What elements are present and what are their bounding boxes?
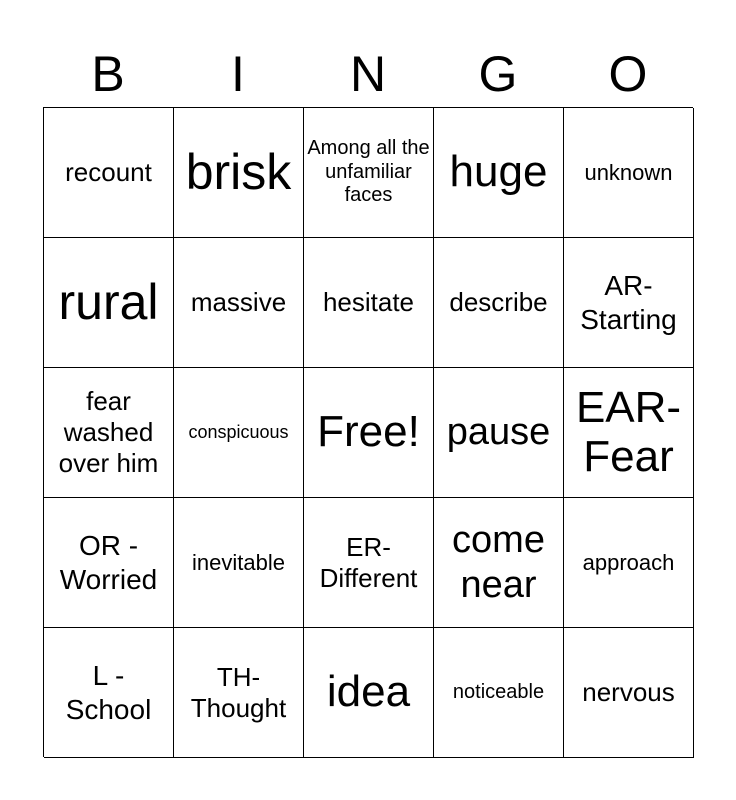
bingo-cell-r5-c3[interactable] xyxy=(304,628,434,758)
bingo-cell-r1-c1[interactable] xyxy=(44,108,174,238)
cell-text: ER-Different xyxy=(319,531,418,593)
bingo-cell-r2-c4[interactable] xyxy=(434,238,564,368)
bingo-cell-r5-c4[interactable] xyxy=(434,628,564,758)
bingo-cell-r3-c1[interactable] xyxy=(44,368,174,498)
bingo-cell-r4-c4[interactable] xyxy=(434,498,564,628)
bingo-board xyxy=(43,107,693,757)
cell-text: unknown xyxy=(584,159,673,185)
cell-text: come near xyxy=(452,518,545,606)
header-letter-i: I xyxy=(231,46,245,102)
bingo-cell-r5-c1[interactable] xyxy=(44,628,174,758)
cell-text: recount xyxy=(65,157,152,188)
bingo-cell-r2-c5[interactable] xyxy=(564,238,694,368)
cell-text: noticeable xyxy=(452,680,545,703)
cell-text: inevitable xyxy=(192,549,285,575)
bingo-header xyxy=(43,40,693,108)
cell-text: EAR-Fear xyxy=(575,383,682,481)
cell-text: rural xyxy=(58,274,159,330)
bingo-cell-r2-c3[interactable] xyxy=(304,238,434,368)
bingo-cell-r4-c1[interactable] xyxy=(44,498,174,628)
bingo-cell-r1-c5[interactable] xyxy=(564,108,694,238)
cell-text: L - School xyxy=(65,660,152,725)
cell-text: Free! xyxy=(317,407,420,457)
cell-text: conspicuous xyxy=(188,421,289,442)
header-letter-o: O xyxy=(608,46,648,102)
cell-text: AR-Starting xyxy=(580,270,677,335)
bingo-cell-r3-c3[interactable] xyxy=(304,368,434,498)
bingo-cell-r5-c5[interactable] xyxy=(564,628,694,758)
bingo-cell-r2-c2[interactable] xyxy=(174,238,304,368)
cell-text: describe xyxy=(449,287,548,318)
cell-text: Among all the unfamiliar faces xyxy=(307,137,430,207)
header-letter-b: B xyxy=(91,46,125,102)
cell-text: huge xyxy=(449,147,548,197)
cell-text: TH-Thought xyxy=(190,661,287,723)
bingo-cell-r3-c2[interactable] xyxy=(174,368,304,498)
cell-text: nervous xyxy=(582,677,675,708)
cell-text: massive xyxy=(190,287,287,318)
bingo-cell-r3-c5[interactable] xyxy=(564,368,694,498)
cell-text: fear washed over him xyxy=(58,386,159,478)
cell-text: hesitate xyxy=(322,287,415,318)
header-letter-n: N xyxy=(349,46,387,102)
bingo-cell-r5-c2[interactable] xyxy=(174,628,304,758)
bingo-cell-r1-c4[interactable] xyxy=(434,108,564,238)
header-letter-g: G xyxy=(478,46,518,102)
cell-text: brisk xyxy=(185,144,292,200)
bingo-cell-r2-c1[interactable] xyxy=(44,238,174,368)
cell-text: OR - Worried xyxy=(59,530,158,595)
bingo-cell-r4-c2[interactable] xyxy=(174,498,304,628)
cell-text: idea xyxy=(326,667,411,717)
cell-text: approach xyxy=(582,549,675,575)
bingo-cell-r4-c5[interactable] xyxy=(564,498,694,628)
bingo-cell-r4-c3[interactable] xyxy=(304,498,434,628)
bingo-cell-r1-c2[interactable] xyxy=(174,108,304,238)
bingo-cell-r1-c3[interactable] xyxy=(304,108,434,238)
bingo-cell-r3-c4[interactable] xyxy=(434,368,564,498)
cell-text: pause xyxy=(446,411,551,454)
